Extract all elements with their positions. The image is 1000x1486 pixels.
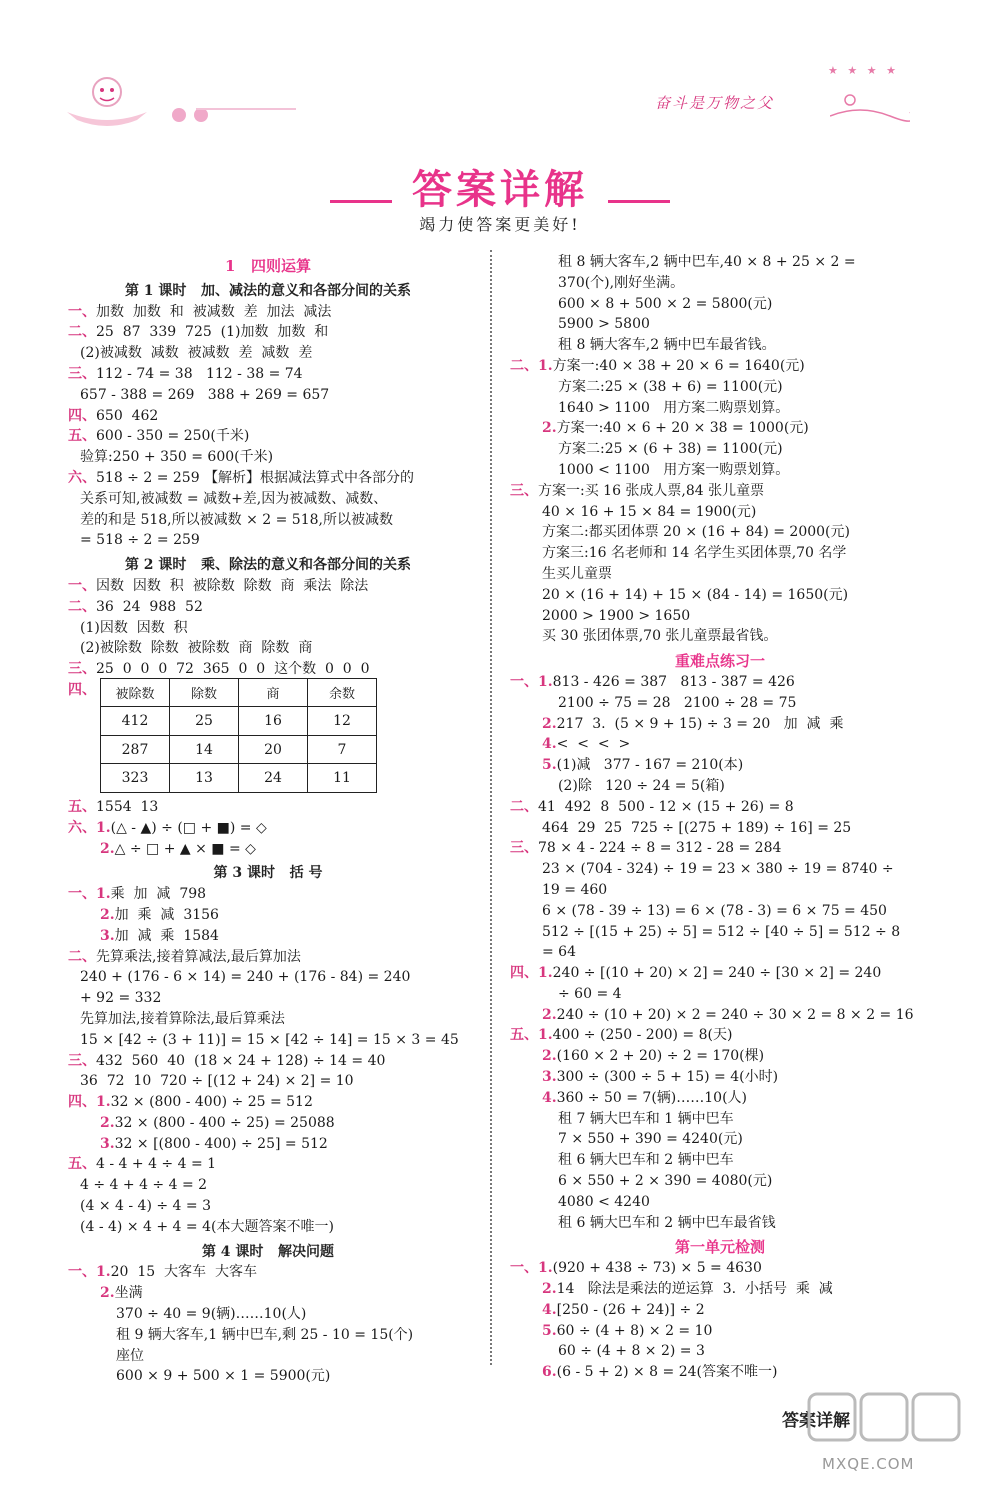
line-text: 方案一:40 × 38 + 20 × 6 = 1640(元): [552, 357, 805, 374]
answer-line: [68, 406, 468, 427]
line-text: 关系可知,被减数 = 减数+差,因为被减数、减数、: [80, 490, 388, 507]
answer-line: [68, 576, 468, 597]
table-header: 除数: [170, 678, 239, 707]
item-number: 4.: [542, 736, 557, 753]
line-text: 240 ÷ [(10 + 20) × 2] = 240 ÷ [30 × 2] = 240: [552, 965, 882, 982]
line-text: 217 3. (5 × 9 + 15) ÷ 3 = 20 加 减 乘: [556, 715, 844, 732]
item-number: 二、: [510, 798, 538, 815]
line-text: (2)被减数 减数 被减数 差 减数 差: [80, 345, 313, 362]
flourish-icon: [830, 86, 910, 126]
item-number: 一、1.: [68, 1264, 111, 1281]
table-cell: 25: [170, 707, 239, 736]
answer-line: [68, 638, 468, 659]
section-heading: [510, 651, 930, 672]
item-number: 2.: [542, 1048, 557, 1065]
line-text: 租 8 辆大客车,2 辆中巴车最省钱。: [558, 337, 776, 354]
answer-line: [68, 818, 468, 839]
line-text: (2)除 120 ÷ 24 = 5(箱): [558, 777, 725, 794]
line-text: 41 492 8 500 - 12 × (15 + 26) = 8: [538, 798, 794, 815]
answer-line: [68, 1092, 468, 1113]
line-text: 600 × 9 + 500 × 1 = 5900(元): [116, 1368, 331, 1385]
answer-line: [510, 252, 930, 273]
answer-line: [68, 426, 468, 447]
answer-line: [510, 734, 930, 755]
item-number: 五、: [68, 1156, 96, 1173]
line-text: 加 减 乘 1584: [114, 927, 219, 944]
line-text: 租 9 辆大客车,1 辆中巴车,剩 25 - 10 = 15(个): [116, 1326, 414, 1343]
line-text: 6 × 550 + 2 × 390 = 4080(元): [558, 1173, 773, 1190]
line-text: 第 4 课时 解决问题: [201, 1243, 335, 1260]
line-text: 360 ÷ 50 = 7(辆)……10(人): [556, 1089, 747, 1106]
line-text: 第 3 课时 括 号: [213, 865, 323, 882]
answer-line: [68, 385, 468, 406]
answer-line: [68, 839, 468, 860]
table-cell: 14: [170, 735, 239, 764]
line-text: 差的和是 518,所以被减数 × 2 = 518,所以被减数: [80, 511, 393, 528]
answer-line: [510, 1067, 930, 1088]
line-text: 方案一:40 × 6 + 20 × 38 = 1000(元): [556, 420, 809, 437]
item-number: 三、: [510, 840, 538, 857]
line-text: (△ - ▲) ÷ (□ + ■) = ◇: [110, 819, 267, 836]
answer-line: [510, 1341, 930, 1362]
answer-line: [68, 967, 468, 988]
answer-line: [510, 672, 930, 693]
item-number: 6.: [542, 1364, 557, 1381]
line-text: (4 × 4 - 4) ÷ 4 = 3: [80, 1198, 211, 1215]
answer-line: [510, 776, 930, 797]
item-number: 2.: [100, 1285, 115, 1302]
line-text: 650 462: [96, 407, 159, 424]
line-text: 6 × (78 - 39 ÷ 13) = 6 × (78 - 3) = 6 × 75 = 450: [542, 902, 887, 919]
line-text: 1000 < 1100 用方案一购票划算。: [558, 461, 790, 478]
item-number: 五、1.: [510, 1027, 553, 1044]
line-text: 7 × 550 + 390 = 4240(元): [558, 1131, 743, 1148]
line-text: (920 + 438 ÷ 73) × 5 = 4630: [552, 1260, 762, 1277]
line-text: 20 15 大客车 大客车: [110, 1264, 257, 1281]
answer-line: [68, 302, 468, 323]
right-column: [510, 252, 930, 1383]
item-number: 三、: [68, 365, 96, 382]
line-text: = 518 ÷ 2 = 259: [80, 532, 200, 549]
answer-line: [68, 947, 468, 968]
item-number: 4.: [542, 1301, 557, 1318]
item-number: 2.: [542, 1281, 557, 1298]
answer-line: [510, 314, 930, 335]
line-text: 400 ÷ (250 - 200) = 8(天): [552, 1027, 733, 1044]
answer-line: [510, 481, 930, 502]
answer-line: [68, 1196, 468, 1217]
answer-line: [510, 1321, 930, 1342]
lesson-heading: [68, 555, 468, 576]
table-cell: 16: [239, 707, 308, 736]
item-number: 3.: [100, 927, 115, 944]
line-text: 第 1 课时 加、减法的意义和各部分间的关系: [124, 282, 412, 299]
answer-line: [510, 1025, 930, 1046]
line-text: 32 × (800 - 400 ÷ 25) = 25088: [114, 1114, 335, 1131]
line-text: 512 ÷ [(15 + 25) ÷ 5] = 512 ÷ [40 ÷ 5] = 512 ÷ 8: [542, 923, 901, 940]
item-number: 一、1.: [68, 886, 111, 903]
line-text: 方案二:25 × (6 + 38) = 1100(元): [558, 441, 783, 458]
answer-line: [510, 626, 930, 647]
line-text: 600 - 350 = 250(千米): [96, 428, 250, 445]
answer-line: [68, 1009, 468, 1030]
answer-line: [510, 1150, 930, 1171]
line-text: 25 87 339 725 (1)加数 加数 和: [96, 324, 329, 341]
answer-line: [68, 1154, 468, 1175]
line-text: 5900 > 5800: [558, 316, 650, 333]
answer-line: [510, 1192, 930, 1213]
table-cell: 13: [170, 764, 239, 793]
line-text: 25 0 0 0 72 365 0 0 这个数 0 0 0: [96, 661, 370, 678]
line-text: 租 6 辆大巴车和 2 辆中巴车: [558, 1152, 734, 1169]
line-text: 19 = 460: [542, 881, 608, 898]
answer-line: [510, 522, 930, 543]
answer-line: [510, 1362, 930, 1383]
item-number: 二、: [68, 598, 96, 615]
item-number: 3.: [542, 1069, 557, 1086]
line-text: 432 560 40 (18 × 24 + 128) ÷ 14 = 40: [96, 1052, 386, 1069]
answer-line: [510, 502, 930, 523]
flower-dot-icon: [194, 108, 208, 122]
line-text: 4 ÷ 4 + 4 ÷ 4 = 2: [80, 1177, 208, 1194]
line-text: 因数 因数 积 被除数 除数 商 乘法 除法: [96, 577, 369, 594]
answer-line: [510, 942, 930, 963]
line-text: (4 - 4) × 4 + 4 = 4(本大题答案不唯一): [80, 1218, 334, 1235]
line-text: (1)减 377 - 167 = 210(本): [556, 757, 744, 774]
line-text: 1640 > 1100 用方案二购票划算。: [558, 399, 790, 416]
line-text: 23 × (704 - 324) ÷ 19 = 23 × 380 ÷ 19 = 8740 ÷: [542, 861, 894, 878]
answer-line: [68, 618, 468, 639]
line-text: 生买儿童票: [542, 565, 612, 582]
item-number: 一、: [68, 577, 96, 594]
answer-line: [68, 1175, 468, 1196]
line-text: 240 ÷ (10 + 20) × 2 = 240 ÷ 30 × 2 = 8 × 2 = 16: [556, 1006, 914, 1023]
answer-line: [510, 1258, 930, 1279]
answer-line: [68, 1217, 468, 1238]
answer-line: [510, 543, 930, 564]
item-number: 4.: [542, 1089, 557, 1106]
item-number: 四、: [68, 407, 96, 424]
line-text: 36 72 10 720 ÷ [(12 + 24) × 2] = 10: [80, 1073, 354, 1090]
item-number: 二、1.: [510, 357, 553, 374]
table-header: 被除数: [101, 678, 170, 707]
answer-line: [510, 1005, 930, 1026]
lesson-heading: [68, 1242, 468, 1263]
answer-line: [510, 377, 930, 398]
answer-line: [68, 364, 468, 385]
column-divider: [490, 250, 492, 1365]
lesson-heading: [68, 863, 468, 884]
answer-line: [68, 1071, 468, 1092]
item-number: 二、: [68, 948, 96, 965]
line-text: 方案一:买 16 张成人票,84 张儿童票: [538, 482, 765, 499]
answer-line: [68, 1283, 468, 1304]
line-text: 方案二:都买团体票 20 × (16 + 84) = 2000(元): [542, 524, 850, 541]
line-text: [250 - (26 + 24)] ÷ 2: [556, 1301, 705, 1318]
header-motto: 奋斗是万物之父: [655, 94, 775, 112]
table-header: 余数: [308, 678, 377, 707]
line-text: 657 - 388 = 269 388 + 269 = 657: [80, 386, 330, 403]
footer-label: 答案详解: [782, 1411, 850, 1431]
answer-line: [510, 439, 930, 460]
line-text: 坐满: [114, 1285, 143, 1302]
answer-line: [510, 1300, 930, 1321]
item-number: 2.: [100, 1114, 115, 1131]
item-number: 五、: [68, 428, 96, 445]
answer-line: [510, 294, 930, 315]
line-text: 乘 加 减 798: [110, 886, 207, 903]
line-text: 78 × 4 - 224 ÷ 8 = 312 - 28 = 284: [538, 840, 782, 857]
section-heading: [68, 256, 468, 277]
line-text: 370 ÷ 40 = 9(辆)……10(人): [116, 1306, 307, 1323]
item-number: 六、: [68, 469, 96, 486]
answer-line: [68, 510, 468, 531]
stars-icon: ★ ★ ★ ★: [828, 64, 899, 77]
page-subtitle: 竭力使答案更美好!: [419, 215, 581, 234]
answer-line: [510, 1109, 930, 1130]
line-text: 先算加法,接着算除法,最后算乘法: [80, 1010, 285, 1027]
answer-line: [510, 901, 930, 922]
watermark-text: MXQE.COM: [822, 1455, 915, 1473]
item-number: 三、: [68, 1052, 96, 1069]
answer-table: [100, 678, 377, 793]
line-text: < < < >: [556, 736, 631, 753]
page-title: 答案详解: [412, 166, 588, 213]
line-text: 14 除法是乘法的逆运算 3. 小括号 乘 减: [556, 1281, 833, 1298]
answer-line: [510, 1129, 930, 1150]
line-text: (1)因数 因数 积: [80, 619, 188, 636]
table-cell: 12: [308, 707, 377, 736]
answer-line: [68, 1262, 468, 1283]
item-number: 5.: [542, 1322, 557, 1339]
item-number: 二、: [68, 324, 96, 341]
answer-line: [510, 1046, 930, 1067]
lesson-heading: [68, 281, 468, 302]
line-text: 座位: [116, 1347, 144, 1364]
answer-line: [510, 797, 930, 818]
section-heading: [510, 1237, 930, 1258]
item-number: 四、1.: [68, 1094, 111, 1111]
answer-line: [510, 880, 930, 901]
item-number: 一、1.: [510, 673, 553, 690]
line-text: 租 7 辆大巴车和 1 辆中巴车: [558, 1110, 734, 1127]
answer-line: [510, 585, 930, 606]
line-text: 15 × [42 ÷ (3 + 11)] = 15 × [42 ÷ 14] = 15 × 3 = 45: [80, 1031, 459, 1048]
line-text: 2100 ÷ 75 = 28 2100 ÷ 28 = 75: [558, 694, 797, 711]
line-text: 240 + (176 - 6 × 14) = 240 + (176 - 84) = 240: [80, 969, 411, 986]
line-text: = 64: [542, 944, 576, 961]
line-text: ÷ 60 = 4: [558, 985, 622, 1002]
line-text: + 92 = 332: [80, 990, 162, 1007]
answer-line: [510, 1088, 930, 1109]
line-text: 方案三:16 名老师和 14 名学生买团体票,70 名学: [542, 545, 847, 562]
line-text: △ ÷ □ + ▲ × ■ = ◇: [114, 840, 256, 857]
line-text: 第 2 课时 乘、除法的意义和各部分间的关系: [124, 557, 412, 574]
line-text: 813 - 426 = 387 813 - 387 = 426: [552, 673, 795, 690]
answer-line: [68, 1346, 468, 1367]
table-cell: 412: [101, 707, 170, 736]
answer-line: [510, 755, 930, 776]
answer-line: [68, 988, 468, 1009]
line-text: 验算:250 + 350 = 600(千米): [80, 449, 274, 466]
line-text: 2000 > 1900 > 1650: [542, 607, 691, 624]
table-cell: 7: [308, 735, 377, 764]
item-number: 2.: [542, 715, 557, 732]
item-number: 2.: [100, 840, 115, 857]
answer-line: [510, 273, 930, 294]
answer-line: [510, 460, 930, 481]
left-column: [68, 252, 468, 1387]
line-text: (6 - 5 + 2) × 8 = 24(答案不唯一): [556, 1364, 778, 1381]
table-cell: 20: [239, 735, 308, 764]
flower-dot-icon: [172, 108, 186, 122]
answer-line: [68, 468, 468, 489]
line-text: 32 × (800 - 400) ÷ 25 = 512: [110, 1094, 313, 1111]
cartoon-boat-icon: [62, 70, 152, 130]
answer-line: [68, 905, 468, 926]
line-text: 加数 加数 和 被减数 差 加法 减法: [96, 303, 332, 320]
line-text: 租 8 辆大客车,2 辆中巴车,40 × 8 + 25 × 2 =: [558, 254, 856, 270]
line-text: 300 ÷ (300 ÷ 5 + 15) = 4(小时): [556, 1069, 779, 1086]
line-text: (160 × 2 + 20) ÷ 2 = 170(棵): [556, 1048, 765, 1065]
answer-line: [68, 1030, 468, 1051]
answer-line: [68, 1051, 468, 1072]
answer-line: [68, 343, 468, 364]
answer-line: [68, 659, 468, 680]
table-cell: 287: [101, 735, 170, 764]
line-text: 4 - 4 + 4 ÷ 4 = 1: [96, 1156, 217, 1173]
line-text: 买 30 张团体票,70 张儿童票最省钱。: [542, 628, 778, 645]
answer-line: [68, 489, 468, 510]
header-decoration: [62, 70, 322, 135]
line-text: 4080 < 4240: [558, 1193, 650, 1210]
line-text: 40 × 16 + 15 × 84 = 1900(元): [542, 503, 757, 520]
line-text: 518 ÷ 2 = 259 【解析】根据减法算式中各部分的: [96, 469, 415, 486]
answer-line: [68, 1134, 468, 1155]
answer-line: [68, 1366, 468, 1387]
answer-line: [68, 530, 468, 551]
line-text: 20 × (16 + 14) + 15 × (84 - 14) = 1650(元): [542, 586, 849, 603]
answer-line: [510, 818, 930, 839]
line-text: 1554 13: [96, 798, 159, 815]
table-cell: 11: [308, 764, 377, 793]
answer-line: [510, 356, 930, 377]
answer-line: [510, 693, 930, 714]
line-text: 加 乘 减 3156: [114, 906, 219, 923]
table-header: 商: [239, 678, 308, 707]
answer-line: [510, 335, 930, 356]
line-text: 60 ÷ (4 + 8 × 2) = 3: [558, 1343, 705, 1360]
line-text: 1 四则运算: [224, 257, 312, 275]
answer-line: [68, 884, 468, 905]
item-number: 四、: [68, 681, 96, 698]
answer-line: [68, 1325, 468, 1346]
line-text: 重难点练习一: [674, 652, 765, 671]
table-cell: 24: [239, 764, 308, 793]
item-number: 2.: [542, 420, 557, 437]
item-number: 2.: [542, 1006, 557, 1023]
line-text: 租 6 辆大巴车和 2 辆中巴车最省钱: [558, 1214, 776, 1231]
answer-line: [510, 859, 930, 880]
line-text: 600 × 8 + 500 × 2 = 5800(元): [558, 295, 773, 312]
line-text: 32 × [(800 - 400) ÷ 25] = 512: [114, 1135, 328, 1152]
answer-line: [68, 447, 468, 468]
item-number: 四、1.: [510, 965, 553, 982]
answer-line: [510, 714, 930, 735]
item-number: 五、: [68, 798, 96, 815]
table-row: [101, 707, 377, 736]
answer-line: [68, 597, 468, 618]
line-text: (2)被除数 除数 被除数 商 除数 商: [80, 640, 313, 657]
line-text: 112 - 74 = 38 112 - 38 = 74: [96, 365, 303, 382]
answer-line: [510, 984, 930, 1005]
answer-line: [510, 1171, 930, 1192]
line-text: 464 29 25 725 ÷ [(275 + 189) ÷ 16] = 25: [542, 819, 852, 836]
item-number: 三、: [68, 661, 96, 678]
item-number: 5.: [542, 757, 557, 774]
header-rule: [196, 108, 296, 110]
answer-line: [68, 322, 468, 343]
table-row: [101, 735, 377, 764]
line-text: 60 ÷ (4 + 8) × 2 = 10: [556, 1322, 713, 1339]
answer-line: [68, 1304, 468, 1325]
answer-line: [510, 1279, 930, 1300]
item-number: 一、1.: [510, 1260, 553, 1277]
line-text: 方案二:25 × (38 + 6) = 1100(元): [558, 378, 783, 395]
line-text: 第一单元检测: [674, 1238, 765, 1257]
answer-line: [510, 398, 930, 419]
answer-line: [68, 1113, 468, 1134]
answer-line: [510, 963, 930, 984]
answer-line: [510, 838, 930, 859]
answer-line: [510, 418, 930, 439]
item-number: 一、: [68, 303, 96, 320]
item-number: 3.: [100, 1135, 115, 1152]
answer-line: [510, 922, 930, 943]
answer-line: [510, 1213, 930, 1234]
answer-line: [68, 797, 468, 818]
item-number: 三、: [510, 482, 538, 499]
answer-line: [510, 564, 930, 585]
item-number: 2.: [100, 906, 115, 923]
line-text: 370(个),刚好坐满。: [558, 274, 685, 291]
table-cell: 323: [101, 764, 170, 793]
answer-line: [68, 926, 468, 947]
table-row: [101, 764, 377, 793]
line-text: 36 24 988 52: [96, 598, 203, 615]
answer-line: [510, 606, 930, 627]
item-number: 六、1.: [68, 819, 111, 836]
line-text: 先算乘法,接着算减法,最后算加法: [96, 948, 301, 965]
